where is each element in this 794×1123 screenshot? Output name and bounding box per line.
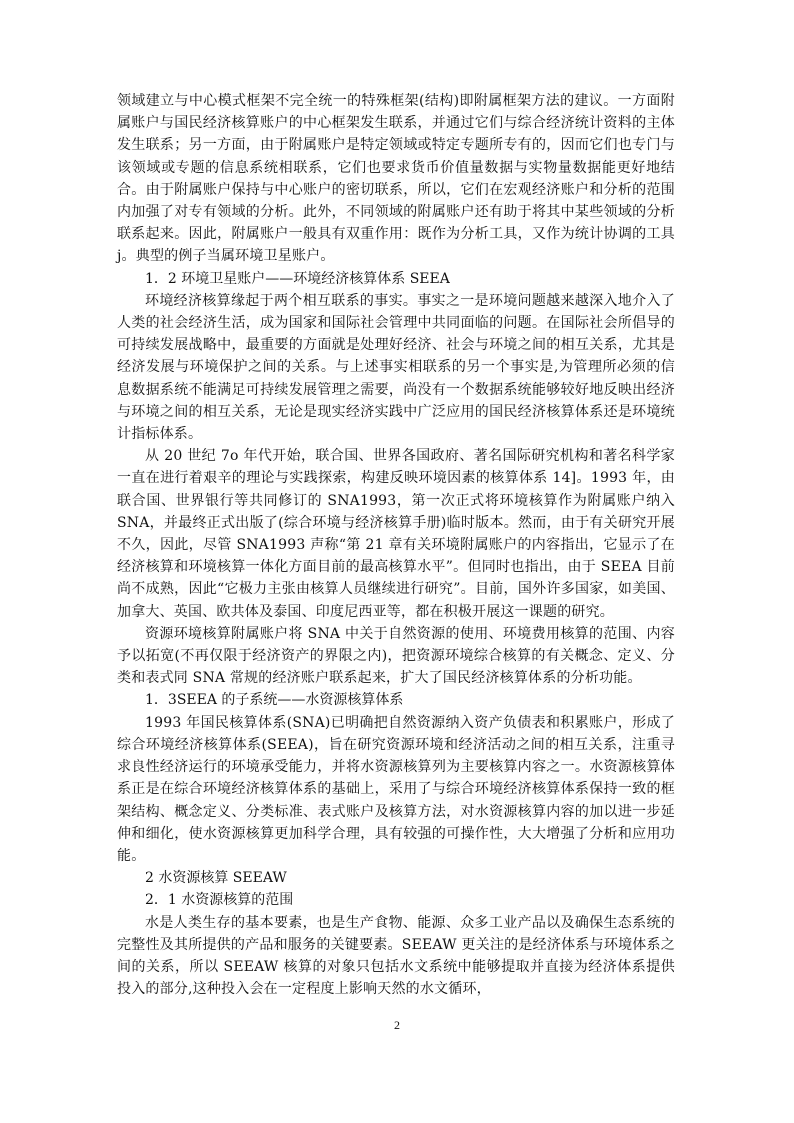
section-heading-1-2: 1．2 环境卫星账户——环境经济核算体系 SEEA	[145, 270, 450, 287]
paragraph-sna-1993: 1993 年国民核算体系(SNA)已明确把自然资源纳入资产负债表和积累账户，形成了综合环境经济核算体系(SEEA)，旨在研究资源环境和经济活动之间的相互关系，注重寻求良性经济运行的环境承受能力，并将水资源核算列为主要核算内容之一。水资源核算体系正是在综合环境经济核算体系的基础上，采用了与综合环境经济核算体系保持一致的框架结构、概念定义、分类标准、表式账户及核算方法，对水资源核算内容的加以进一步延伸和细化，使水资源核算更加科学合理，具有较强的可操作性，大大增强了分析和应用功能。	[117, 714, 675, 864]
section-heading-2: 2 水资源核算 SEEAW	[145, 870, 287, 887]
paragraph-attached-accounts: 领域建立与中心模式框架不完全统一的特殊框架(结构)即附属框架方法的建议。一方面附属账户与国民经济核算账户的中心框架发生联系，并通过它们与综合经济统计资料的主体发生联系；另一方面，由于附属账户是特定领域或特定专题所专有的，因而它们也专门与该领域或专题的信息系统相联系，它们也要求货币价值量数据与实物量数据能更好地结合。由于附属账户保持与中心账户的密切联系，所以，它们在宏观经济账户和分析的范围内加强了对专有领域的分析。此外，不同领域的附属账户还有助于将其中某些领域的分析联系起来。因此，附属账户一般具有双重作用：既作为分析工具，又作为统计协调的工具 j。典型的例子当属环境卫星账户。	[117, 93, 675, 265]
section-heading-1-3: 1．3SEEA 的子系统——水资源核算体系	[145, 692, 404, 709]
page-number: 2	[394, 1018, 400, 1032]
paragraph-environment-accounting-origin: 环境经济核算缘起于两个相互联系的事实。事实之一是环境问题越来越深入地介入了人类的社会经济生活，成为国家和国际社会管理中共同面临的问题。在国际社会所倡导的可持续发展战略中，最重要的方面就是处理好经济、社会与环境之间的相互关系，尤其是经济发展与环境保护之间的关系。与上述事实相联系的另一个事实是,为管理所必须的信息数据系统不能满足可持续发展管理之需要，尚没有一个数据系统能够较好地反映出经济与环境之间的相互关系，无论是现实经济实践中广泛应用的国民经济核算体系还是环境统计指标体系。	[117, 292, 675, 443]
paragraph-resource-environment-accounts: 资源环境核算附属账户将 SNA 中关于自然资源的使用、环境费用核算的范围、内容予以拓宽(不再仅限于经济资产的界限之内)，把资源环境综合核算的有关概念、定义、分类和表式同 SNA 常规的经济账户联系起来，扩大了国民经济核算体系的分析功能。	[117, 625, 675, 687]
paragraph-history-1970s: 从 20 世纪 7o 年代开始，联合国、世界各国政府、著名国际研究机构和著名科学家一直在进行着艰辛的理论与实践探索，构建反映环境因素的核算体系 14]。1993 年，由联合国、世界银行等共同修订的 SNA1993，第一次正式将环境核算作为附属账户纳入 SNA，并最终正式出版了(综合环境与经济核算手册)临时版本。然而，由于有关研究开展不久，因此，尽管 SNA1993 声称“第 21 章有关环境附属账户的内容指出，它显示了在经济核算和环境核算一体化方面目前的最高核算水平”。但同时也指出，由于 SEEA 目前尚不成熟，因此“它极力主张由核算人员继续进行研究”。目前，国外许多国家，如美国、加拿大、英国、欧共体及泰国、印度尼西亚等，都在积极开展这一课题的研究。	[117, 448, 675, 620]
paragraph-water-scope: 水是人类生存的基本要素，也是生产食物、能源、众多工业产品以及确保生态系统的完整性及其所提供的产品和服务的关键要素。SEEAW 更关注的是经济体系与环境体系之间的关系，所以 SEEAW 核算的对象只包括水文系统中能够提取并直接为经济体系提供投入的部分,这种投入会在一定程度上影响天然的水文循环，	[117, 914, 675, 998]
body-text	[117, 90, 675, 1000]
section-heading-2-1: 2．1 水资源核算的范围	[145, 892, 294, 909]
